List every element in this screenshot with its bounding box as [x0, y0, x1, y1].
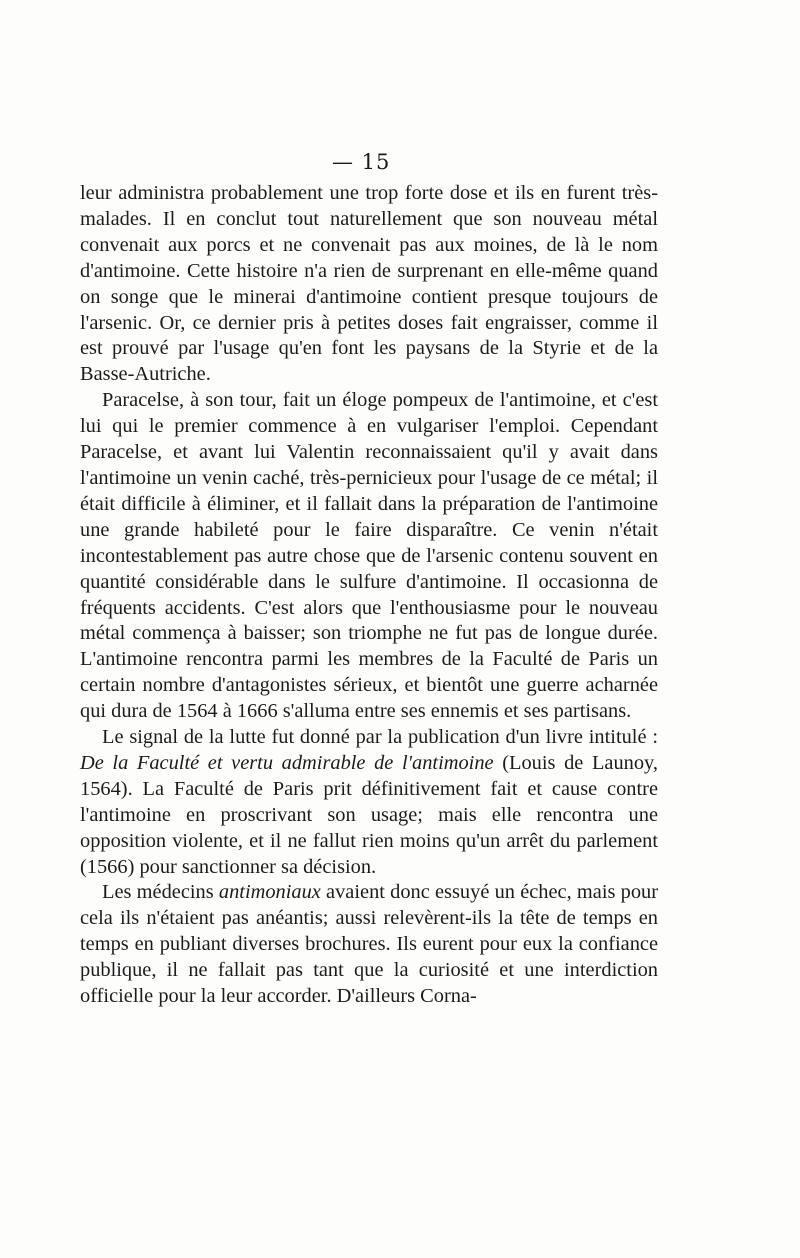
paragraph-3	[80, 725, 658, 880]
paragraph-4-after: avaient donc essuyé un échec, mais pour cela ils n'étaient pas anéantis; aussi relevèrent-ils la tête de temps en temps en publiant diverses brochures. Ils eurent pour eux la confiance publique, il ne fallait pas tant que la curiosité et une interdiction officielle pour la leur accorder. D'ailleurs Corna-	[80, 881, 659, 1008]
body-text	[80, 181, 658, 1010]
paragraph-3-before: Le signal de la lutte fut donné par la publication d'un livre intitulé :	[102, 726, 658, 749]
paragraph-4-before: Les médecins	[102, 881, 219, 904]
emphasis-antimoniaux: antimoniaux	[218, 881, 321, 904]
paragraph-3-after: (Louis de Launoy, 1564). La Faculté de Paris prit définitivement fait et cause contre l'antimoine en proscrivant son usage; mais elle rencontra une opposition violente, et il ne fallut rien moins qu'un arrêt du parlement (1566) pour sanctionner sa décision.	[80, 751, 659, 878]
page-number: — 15	[332, 150, 391, 174]
book-title: De la Faculté et vertu admirable de l'antimoine	[80, 751, 494, 774]
paragraph-4	[80, 880, 658, 1010]
paragraph-2: Paracelse, à son tour, fait un éloge pompeux de l'antimoine, et c'est lui qui le premier commence à en vulgariser l'emploi. Cependant Paracelse, et avant lui Valentin reconnaissaient qu'il y avait dans l'antimoine un venin caché, très-pernicieux pour l'usage de ce métal; il était difficile à éliminer, et il fallait dans la préparation de l'antimoine une grande habileté pour le faire disparaître. Ce venin n'était incontestablement pas autre chose que de l'arsenic contenu souvent en quantité considérable dans le sulfure d'antimoine. Il occasionna de fréquents accidents. C'est alors que l'enthousiasme pour le nouveau métal commença à baisser; son triomphe ne fut pas de longue durée. L'antimoine rencontra parmi les membres de la Faculté de Paris un certain nombre d'antagonistes sérieux, et bientôt une guerre acharnée qui dura de 1564 à 1666 s'alluma entre ses ennemis et ses partisans.	[80, 389, 658, 723]
paragraph-1: leur administra probablement une trop forte dose et ils en furent très-malades. Il en conclut tout naturellement que son nouveau métal convenait aux porcs et ne convenait pas aux moines, de là le nom d'antimoine. Cette histoire n'a rien de surprenant en elle-même quand on songe que le minerai d'antimoine contient presque toujours de l'arsenic. Or, ce dernier pris à petites doses fait engraisser, comme il est prouvé par l'usage qu'en font les paysans de la Styrie et de la Basse-Autriche.	[80, 182, 658, 386]
